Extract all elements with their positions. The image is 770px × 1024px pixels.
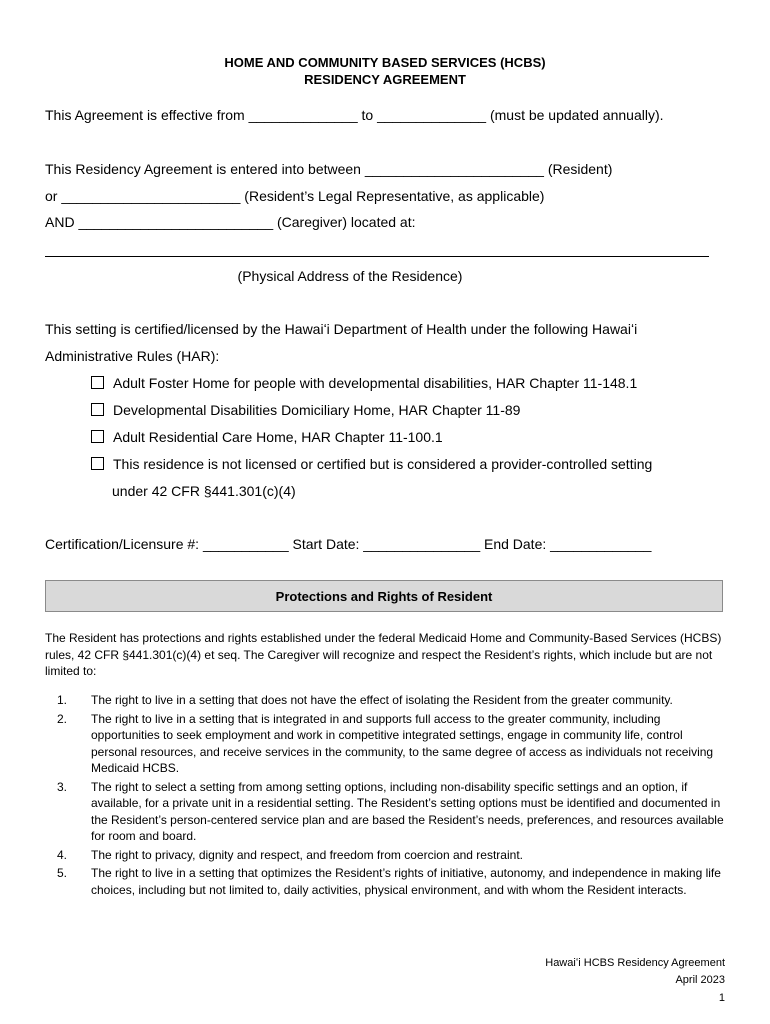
parties-line-resident: This Residency Agreement is entered into between _______________________ (Resident) [45, 161, 613, 177]
list-item [45, 865, 725, 898]
option-label: Adult Residential Care Home, HAR Chapter 11-100.1 [113, 429, 443, 445]
option-provider-controlled-setting-cont: under 42 CFR §441.301(c)(4) [112, 483, 296, 499]
option-dd-domiciliary-home[interactable] [91, 401, 520, 419]
section-title: Protections and Rights of Resident [275, 588, 493, 604]
list-item [45, 779, 725, 845]
option-label: Developmental Disabilities Domiciliary Home, HAR Chapter 11-89 [113, 402, 521, 418]
list-item [45, 711, 725, 777]
list-number: 1. [57, 693, 68, 707]
list-text: The right to privacy, dignity and respect, and freedom from coercion and restraint. [91, 847, 523, 862]
list-text: The right to live in a setting that optimizes the Resident’s rights of initiative, autonomy, and independence in making life choices, including but not limited to, daily activities, physical environment, and with whom the Resident interacts. [91, 866, 721, 897]
list-number: 2. [57, 711, 68, 726]
document-title-line1: HOME AND COMMUNITY BASED SERVICES (HCBS) [224, 55, 546, 70]
option-provider-controlled-setting[interactable] [91, 455, 652, 473]
list-number: 5. [57, 866, 68, 880]
checkbox-icon[interactable] [91, 403, 104, 416]
option-adult-residential-care-home[interactable] [91, 428, 443, 446]
option-label: This residence is not licensed or certified but is considered a provider-controlled setting [113, 456, 653, 472]
rights-intro-paragraph: The Resident has protections and rights established under the federal Medicaid Home and Community-Based Services (HCBS) rules, 42 CFR §441.301(c)(4) et seq. The Caregiver will recognize and respect the Resident’s rights, which include but are not limited to: [45, 631, 722, 678]
checkbox-icon[interactable] [91, 376, 104, 389]
list-text: The right to select a setting from among setting options, including non-disability specific settings and an option, if available, for a private unit in a residential setting. The Resident’s setting options must be identified and documented in the Resident’s person-centered service plan and are based the Resident’s needs, preferences, and resources available for room and board. [91, 779, 724, 843]
list-number: 3. [57, 779, 68, 794]
certification-intro-line1: This setting is certified/licensed by the Hawaiʻi Department of Health under the following Hawaiʻi [45, 321, 638, 337]
footer-document-name: Hawaiʻi HCBS Residency Agreement [545, 957, 725, 969]
rights-list [45, 692, 725, 900]
parties-line-caregiver: AND _________________________ (Caregiver) located at: [45, 214, 416, 230]
effective-dates-line: This Agreement is effective from ______________ to ______________ (must be updated annually). [45, 107, 664, 123]
footer-date: April 2023 [675, 974, 725, 986]
checkbox-icon[interactable] [91, 457, 104, 470]
section-header-rights [45, 580, 723, 612]
list-text: The right to live in a setting that is integrated in and supports full access to the greater community, including opportunities to seek employment and work in competitive integrated settings, engage in community life, control personal resources, and receive services in the community, to the same degree of access as individuals not receiving Medicaid HCBS. [91, 711, 714, 775]
list-text: The right to live in a setting that does not have the effect of isolating the Resident from the greater community. [91, 693, 673, 707]
address-caption: (Physical Address of the Residence) [237, 268, 463, 284]
list-item [45, 847, 725, 864]
document-title-line2: RESIDENCY AGREEMENT [304, 72, 466, 87]
option-adult-foster-home[interactable] [91, 374, 637, 392]
checkbox-icon[interactable] [91, 430, 104, 443]
list-item [45, 692, 725, 709]
license-dates-line: Certification/Licensure #: ___________ Start Date: _______________ End Date: _____________ [45, 536, 652, 552]
list-number: 4. [57, 847, 68, 862]
option-label: Adult Foster Home for people with developmental disabilities, HAR Chapter 11-148.1 [113, 375, 638, 391]
parties-line-representative: or _______________________ (Resident’s Legal Representative, as applicable) [45, 188, 545, 204]
address-blank-line [45, 256, 709, 257]
certification-intro-line2: Administrative Rules (HAR): [45, 348, 220, 364]
footer-page-number: 1 [718, 992, 725, 1004]
